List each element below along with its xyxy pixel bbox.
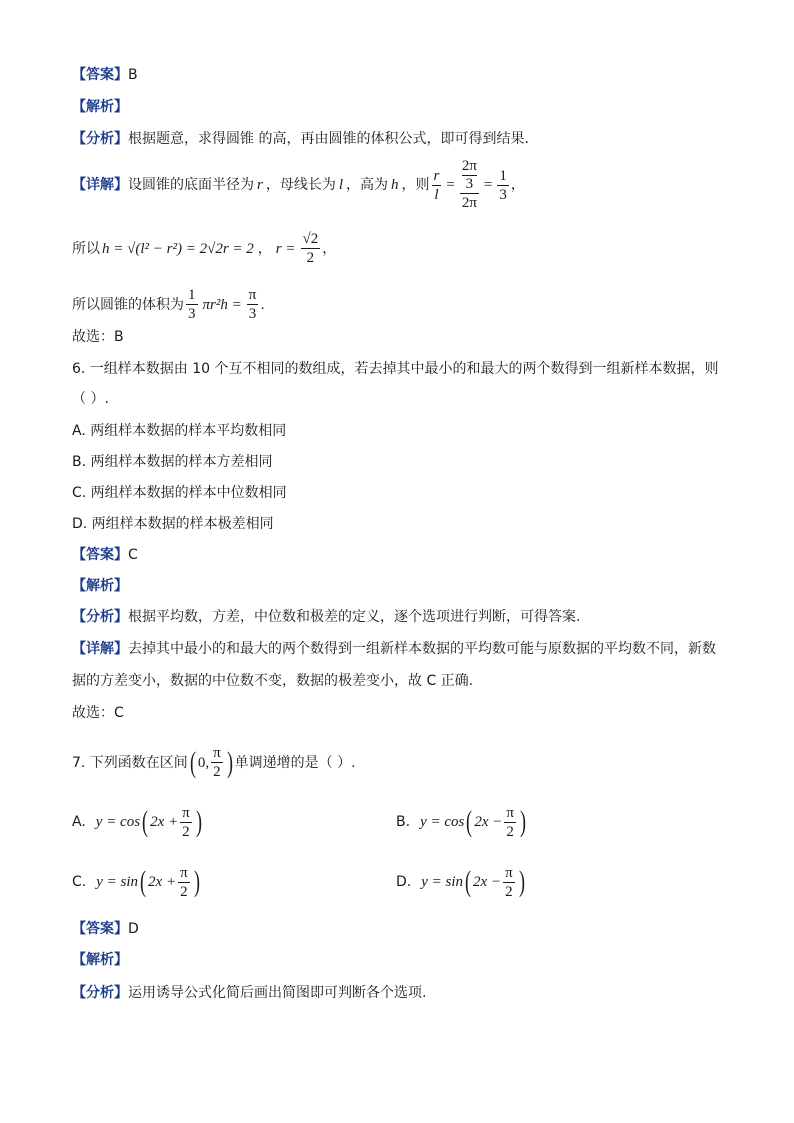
q6-answer-line <box>72 545 138 565</box>
q7-stem-suffix: 单调递增的是（ ）. <box>234 754 356 771</box>
option-func: y = sin <box>96 873 139 890</box>
q7-option-c <box>72 860 202 904</box>
two: 2 <box>505 883 513 900</box>
right-paren: ) <box>518 865 525 898</box>
q5-volume-line: 所以圆锥的体积为 $\frac{1}{3}$ πr²h = $\frac{\pi}{3}$ . <box>72 287 265 322</box>
fraction-one-third-vol <box>186 286 198 323</box>
option-inner: 2x − <box>473 873 502 890</box>
option-func: y = cos <box>420 813 465 830</box>
xiangjie-text1: 去掉其中最小的和最大的两个数得到一组新样本数据的平均数可能与原数据的平均数不同，新数 <box>128 641 716 657</box>
jiexi-tag: 【解析】 <box>72 578 128 594</box>
pi: π <box>248 287 257 303</box>
nested-num <box>460 158 479 194</box>
fraction-nested <box>460 158 479 212</box>
frac-num: r <box>433 167 440 184</box>
two: 2 <box>180 883 188 900</box>
var-r: r <box>257 177 263 193</box>
answer-tag: 【答案】 <box>72 547 128 563</box>
two: 2 <box>506 823 514 840</box>
pi: π <box>180 864 188 881</box>
one-third-den: 3 <box>499 186 507 203</box>
q6-option-a: A. 两组样本数据的样本平均数相同 <box>72 423 287 439</box>
q5-jiexi <box>72 97 128 117</box>
xiangjie-text: 设圆锥的底面半径为 <box>128 177 254 193</box>
fraction-r-over-l <box>432 167 442 204</box>
answer-value: C <box>128 547 138 563</box>
text-mid2: ，高为 <box>346 177 389 193</box>
pi: π <box>182 804 190 821</box>
q7-option-d <box>396 860 527 904</box>
pi-over-2 <box>504 804 516 841</box>
option-inner: 2x + <box>150 813 179 830</box>
right-paren: ) <box>195 805 202 838</box>
q7-option-b <box>396 800 528 844</box>
q5-height-line: 所以 h = √(l² − r²) = 2√2r = 2 ， r = $\frac{√2}{2}$ ， <box>72 231 337 266</box>
q6-fenxi-line <box>72 607 580 627</box>
q6-option-c: C. 两组样本数据的样本中位数相同 <box>72 485 287 501</box>
left-paren: ( <box>466 805 473 838</box>
two: 2 <box>213 764 221 780</box>
option-label: C. <box>72 874 87 890</box>
answer-value: B <box>128 67 138 83</box>
q7-options-row2 <box>72 860 732 904</box>
volume-expression: πr²h = <box>202 296 242 313</box>
q7-jiexi <box>72 950 128 970</box>
fenxi-text: 运用诱导公式化简后画出简图即可判断各个选项. <box>128 985 427 1001</box>
two: 2 <box>306 250 315 266</box>
nested-num-bottom: 3 <box>465 176 474 192</box>
q6-stem-line1: 6. 一组样本数据由 10 个互不相同的数组成，若去掉其中最小的和最大的两个数得到一组新样本数据，则 <box>72 361 719 377</box>
interval-zero: 0, <box>197 754 210 771</box>
frac-den: l <box>434 186 439 203</box>
fraction-one-third <box>497 167 509 204</box>
vol-den: 3 <box>188 306 196 322</box>
fraction-sqrt2-over-2 <box>301 230 321 267</box>
fenxi-tag: 【分析】 <box>72 609 128 625</box>
fraction-pi-over-3 <box>247 286 259 323</box>
q5-guxuan: 故选：B <box>72 329 124 345</box>
q6-stem-line2: （ ）. <box>72 391 109 407</box>
interval-left-paren: ( <box>189 745 196 779</box>
q7-fenxi-line <box>72 983 426 1003</box>
right-paren: ) <box>519 805 526 838</box>
q6-option-d: D. 两组样本数据的样本极差相同 <box>72 516 274 532</box>
line2-prefix: 所以 <box>72 240 100 257</box>
line3-prefix: 所以圆锥的体积为 <box>72 296 184 313</box>
pi: π <box>213 745 221 761</box>
option-label: A. <box>72 814 86 830</box>
text-mid3: ，则 <box>401 177 430 193</box>
option-inner: 2x + <box>148 873 177 890</box>
pi-over-2 <box>503 864 515 901</box>
pi: π <box>505 864 513 881</box>
fenxi-text: 根据平均数，方差，中位数和极差的定义，逐个选项进行判断，可得答案. <box>128 609 581 625</box>
option-inner: 2x − <box>474 813 503 830</box>
pi-over-2 <box>180 804 192 841</box>
xiangjie-tag: 【详解】 <box>72 641 128 657</box>
answer-value: D <box>128 921 139 937</box>
three: 3 <box>248 306 257 322</box>
sqrt2: √2 <box>302 231 319 247</box>
q6-option-b: B. 两组样本数据的样本方差相同 <box>72 454 273 470</box>
interval-pi-over-2 <box>211 744 223 781</box>
left-paren: ( <box>142 805 149 838</box>
interval-right-paren: ) <box>226 745 233 779</box>
option-func: y = cos <box>95 813 141 830</box>
jiexi-tag: 【解析】 <box>72 99 128 115</box>
fenxi-tag: 【分析】 <box>72 985 128 1001</box>
nested-num-top: 2π <box>461 158 477 174</box>
jiexi-tag: 【解析】 <box>72 952 128 968</box>
answer-tag: 【答案】 <box>72 67 128 83</box>
q6-xiangjie-line2: 据的方差变小，数据的中位数不变，数据的极差变小，故 C 正确. <box>72 673 474 689</box>
option-label: D. <box>396 874 412 890</box>
r-equals: r = <box>275 240 296 257</box>
q5-answer-line <box>72 65 138 85</box>
xiangjie-tag: 【详解】 <box>72 177 128 193</box>
q6-guxuan: 故选：C <box>72 705 124 721</box>
option-label: B. <box>396 814 411 830</box>
left-paren: ( <box>140 865 147 898</box>
two: 2 <box>182 823 190 840</box>
fenxi-text: 根据题意，求得圆锥 的高，再由圆锥的体积公式，即可得到结果. <box>128 131 529 147</box>
q6-xiangjie-line1 <box>72 639 716 659</box>
option-func: y = sin <box>421 873 464 890</box>
vol-num: 1 <box>188 287 196 303</box>
q5-xiangjie-line: 【详解】 设圆锥的底面半径为 r ，母线长为 l ，高为 h ，则 $\frac{r}{l}$ = 2π 3 2π = $\frac{1}{3}$ ， <box>72 158 525 211</box>
var-h: h <box>391 177 399 193</box>
q7-stem-prefix: 7. 下列函数在区间 <box>72 754 188 771</box>
pi-over-2 <box>178 864 190 901</box>
right-paren: ) <box>193 865 200 898</box>
q7-options-row1 <box>72 800 732 844</box>
nested-den: 2π <box>461 195 477 211</box>
var-l: l <box>338 177 344 193</box>
q6-jiexi <box>72 576 128 596</box>
q7-option-a <box>72 800 204 844</box>
left-paren: ( <box>465 865 472 898</box>
one-third-num: 1 <box>499 167 507 184</box>
q7-stem <box>72 744 356 781</box>
text-mid1: ，母线长为 <box>265 177 336 193</box>
q7-answer-line <box>72 919 139 939</box>
fenxi-tag: 【分析】 <box>72 131 128 147</box>
pi: π <box>506 804 514 821</box>
answer-tag: 【答案】 <box>72 921 128 937</box>
height-expression: h = √(l² − r²) = 2√2r = 2 <box>102 240 254 257</box>
q5-fenxi-line <box>72 129 529 149</box>
